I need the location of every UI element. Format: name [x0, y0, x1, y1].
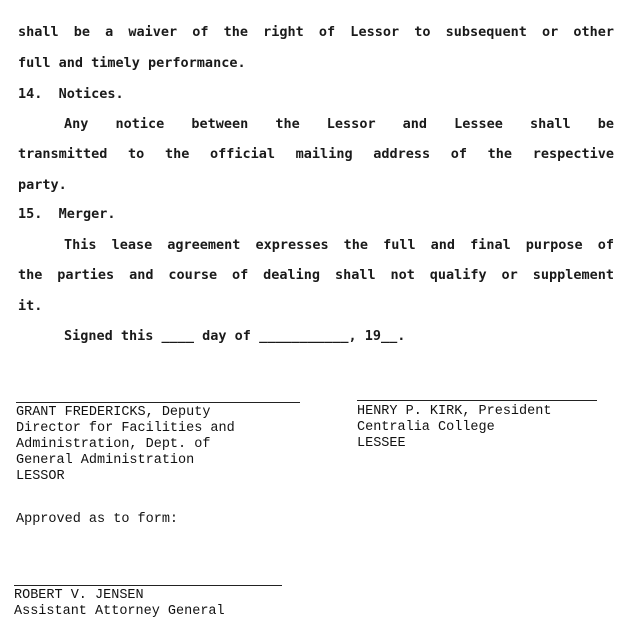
attorney-signature-block	[14, 588, 225, 620]
lessee-role: LESSEE	[357, 436, 406, 451]
lessee-name: HENRY P. KIRK, President	[357, 404, 552, 419]
section-15-heading: 15. Merger.	[18, 206, 116, 222]
section-15-line-3: it.	[18, 298, 43, 314]
signed-line: Signed this ____ day of ___________, 19__.	[64, 328, 406, 344]
body-line-1: shall be a waiver of the right of Lessor to subsequent or other	[18, 24, 614, 40]
lessor-title-1: Director for Facilities and	[16, 421, 235, 436]
section-14-line-3: party.	[18, 177, 67, 193]
lessor-signature-line	[16, 402, 300, 403]
approved-as-to-form: Approved as to form:	[16, 512, 179, 527]
attorney-signature-line	[14, 585, 282, 586]
lessor-name: GRANT FREDERICKS, Deputy	[16, 405, 211, 420]
section-14-line-2: transmitted to the official mailing address of the respective	[18, 146, 614, 162]
attorney-title: Assistant Attorney General	[14, 604, 225, 619]
lessee-signature-block	[357, 404, 551, 452]
lessee-signature-line	[357, 400, 597, 401]
section-14-line-1: Any notice between the Lessor and Lessee shall be	[64, 116, 614, 132]
section-15-line-1: This lease agreement expresses the full and final purpose of	[64, 237, 614, 253]
section-14-heading: 14. Notices.	[18, 86, 124, 102]
lessor-title-3: General Administration	[16, 453, 195, 468]
lessor-title-2: Administration, Dept. of	[16, 437, 211, 452]
body-line-2: full and timely performance.	[18, 55, 246, 71]
lessor-role: LESSOR	[16, 469, 65, 484]
lessee-org: Centralia College	[357, 420, 495, 435]
attorney-name: ROBERT V. JENSEN	[14, 588, 144, 603]
lessor-signature-block	[16, 405, 235, 485]
section-15-line-2: the parties and course of dealing shall not qualify or supplement	[18, 267, 614, 283]
